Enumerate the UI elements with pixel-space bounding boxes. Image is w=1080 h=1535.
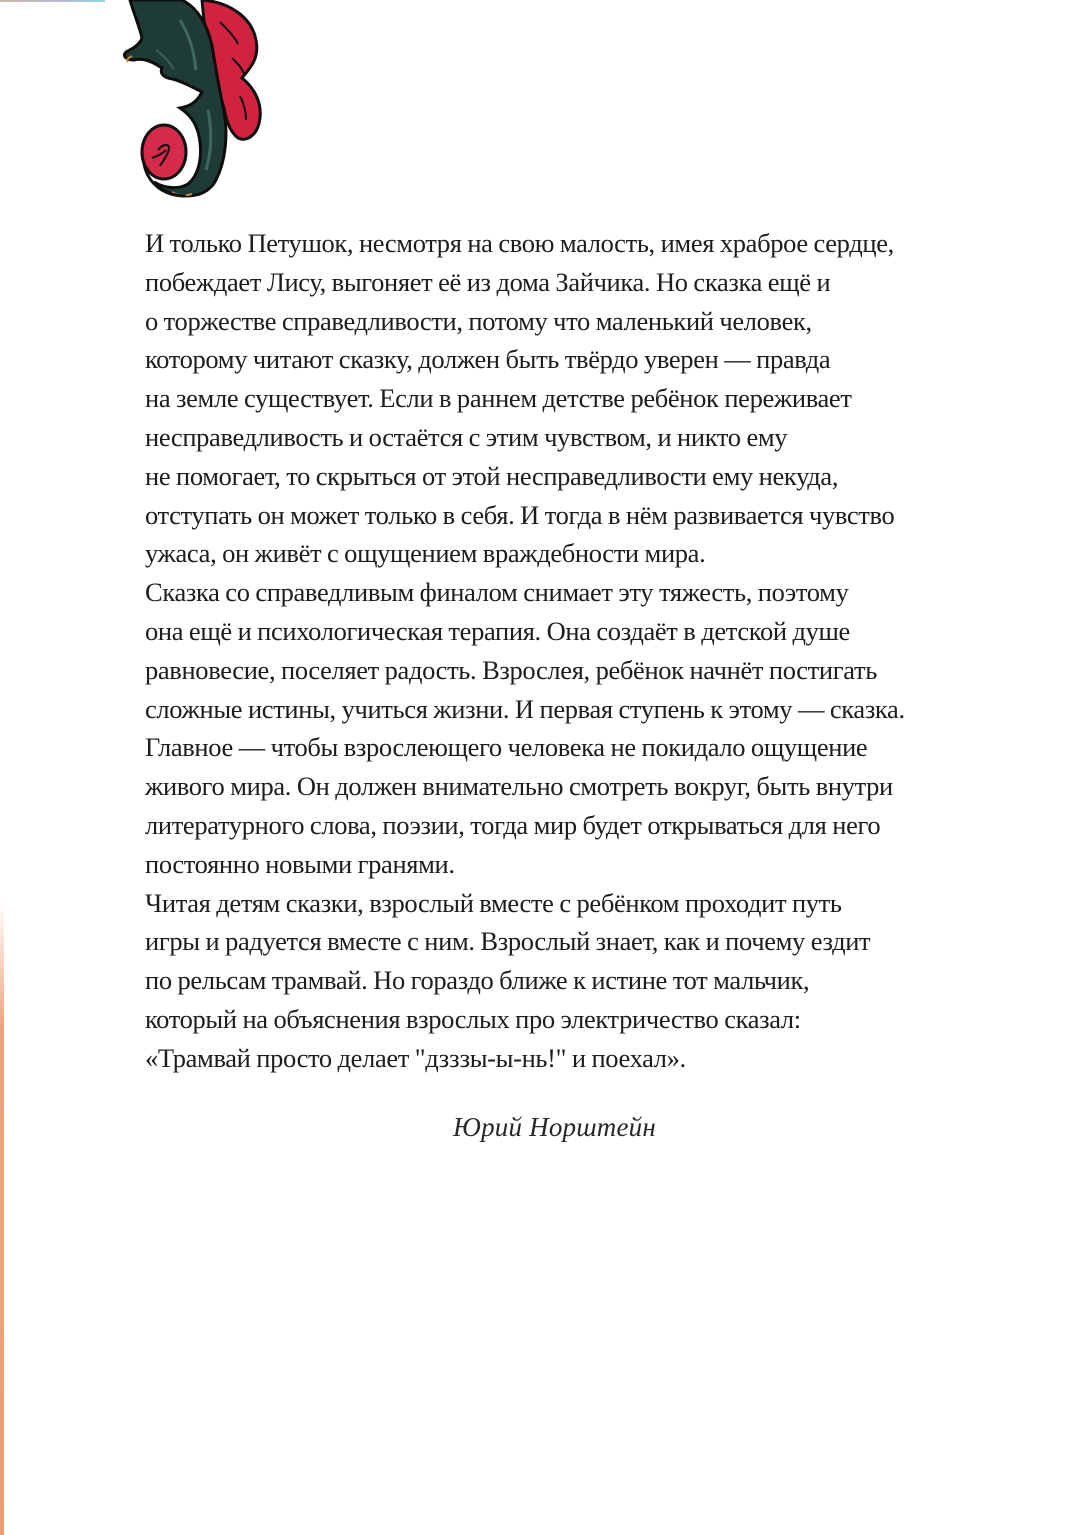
scan-edge-strip xyxy=(0,0,105,2)
body-line: «Трамвай просто делает "дзззы-ы-нь!" и поехал». xyxy=(145,1042,686,1073)
body-line: о торжестве справедливости, потому что маленький человек, xyxy=(145,305,812,336)
body-line: она ещё и психологическая терапия. Она создаёт в детской душе xyxy=(145,615,850,646)
body-line: побеждает Лису, выгоняет её из дома Зайчика. Но сказка ещё и xyxy=(145,266,831,297)
body-line: который на объяснения взрослых про электричество сказал: xyxy=(145,1003,801,1034)
body-line: игры и радуется вместе с ним. Взрослый знает, как и почему ездит xyxy=(145,926,871,957)
floral-scroll-ornament-icon xyxy=(120,0,290,200)
body-line: несправедливость и остаётся с этим чувством, и никто ему xyxy=(145,421,788,452)
body-line: ужаса, он живёт с ощущением враждебности мира. xyxy=(145,538,706,569)
body-line: литературного слова, поэзии, тогда мир будет открываться для него xyxy=(145,809,881,840)
body-line: на земле существует. Если в раннем детстве ребёнок переживает xyxy=(145,383,852,414)
body-line: по рельсам трамвай. Но гораздо ближе к истине тот мальчик, xyxy=(145,965,810,996)
body-line: равновесие, поселяет радость. Взрослея, ребёнок начнёт постигать xyxy=(145,654,877,685)
body-line: живого мира. Он должен внимательно смотреть вокруг, быть внутри xyxy=(145,771,893,802)
body-line: которому читают сказку, должен быть твёрдо уверен — правда xyxy=(145,344,831,375)
page-edge-strip xyxy=(0,900,4,1535)
body-line: не помогает, то скрыться от этой несправедливости ему некуда, xyxy=(145,460,839,491)
author-signature: Юрий Норштейн xyxy=(453,1112,656,1142)
body-line: Сказка со справедливым финалом снимает эту тяжесть, поэтому xyxy=(145,577,849,608)
body-line: отступать он может только в себя. И тогда в нём развивается чувство xyxy=(145,499,895,530)
body-line: И только Петушок, несмотря на свою малость, имея храброе сердце, xyxy=(145,228,894,258)
body-line: Читая детям сказки, взрослый вместе с ребёнком проходит путь xyxy=(145,887,842,918)
body-line: сложные истины, учиться жизни. И первая ступень к этому — сказка. xyxy=(145,693,905,724)
article-body xyxy=(145,224,1005,1078)
body-line: Главное — чтобы взрослеющего человека не покидало ощущение xyxy=(145,732,868,763)
body-line: постоянно новыми гранями. xyxy=(145,848,455,879)
